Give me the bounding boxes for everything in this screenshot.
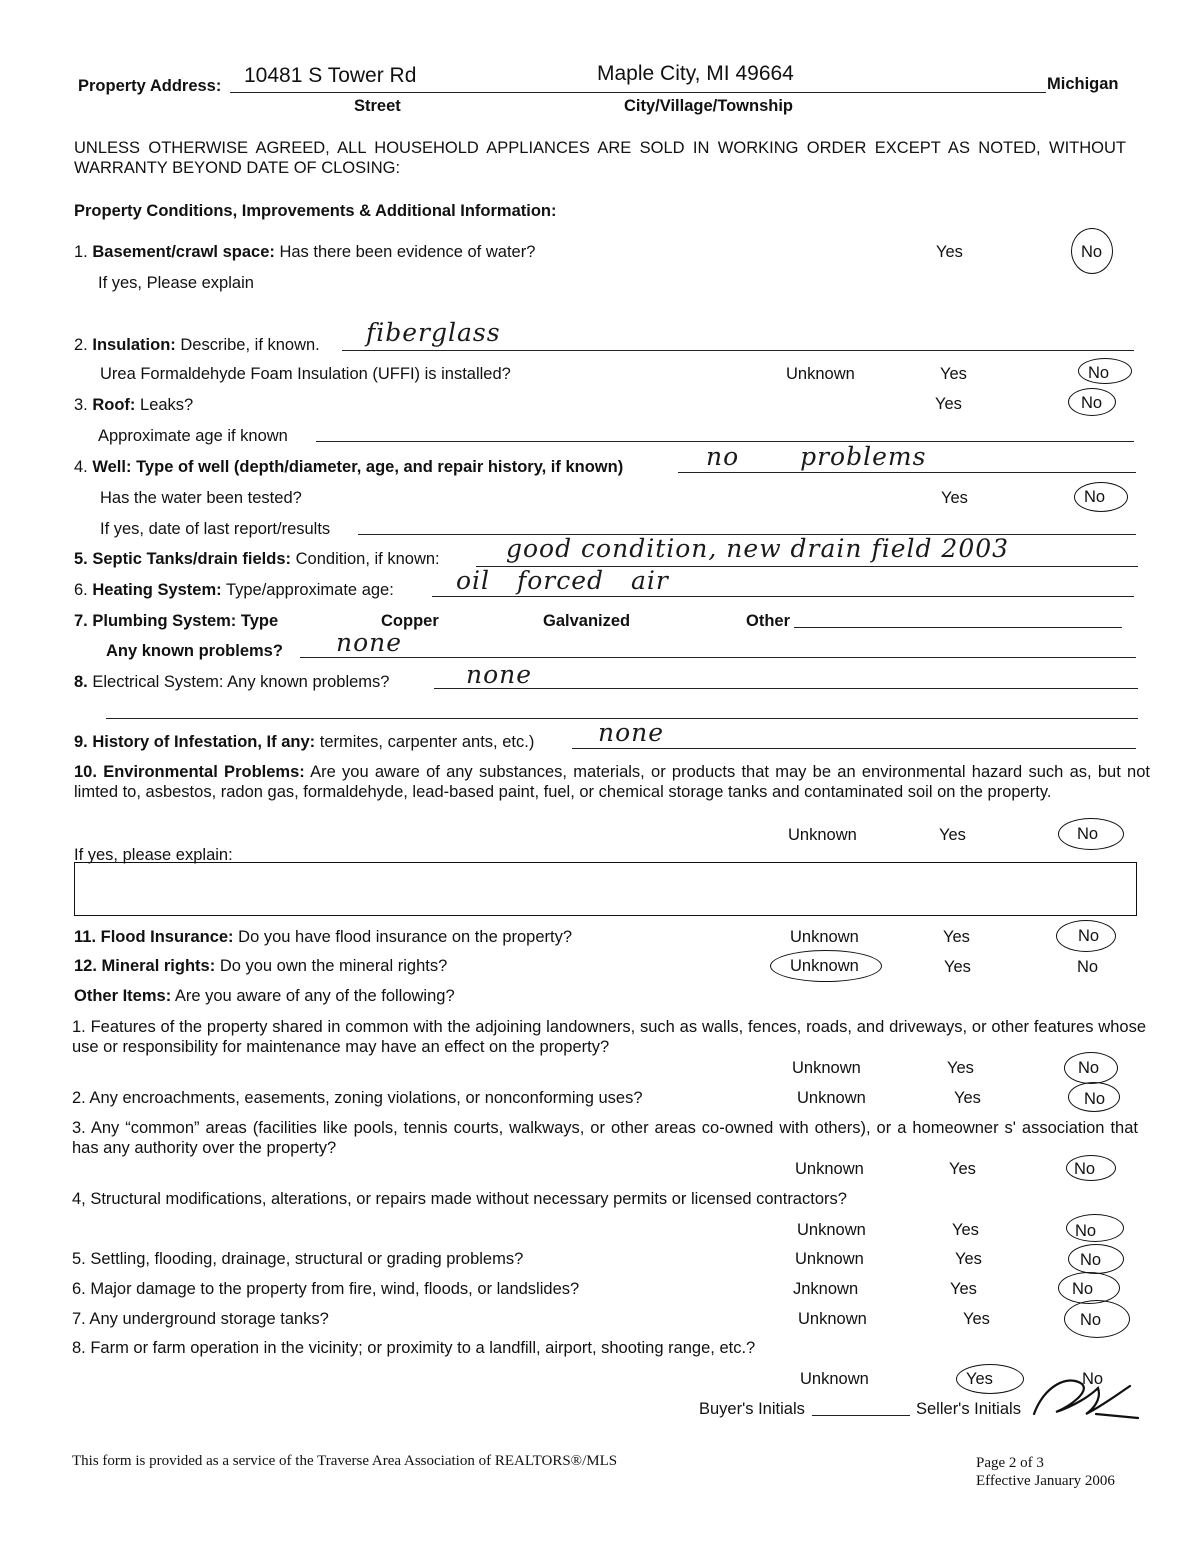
other-text: Are you aware of any of the following? bbox=[174, 987, 455, 1005]
q4-sub2: If yes, date of last report/results bbox=[100, 520, 331, 538]
q4-answer[interactable]: no problems bbox=[706, 442, 927, 471]
q1-num: 1. bbox=[74, 243, 88, 261]
o7-unknown[interactable]: Unknown bbox=[798, 1310, 867, 1328]
q4-num: 4. bbox=[74, 458, 88, 476]
q10-no[interactable]: No bbox=[1077, 825, 1099, 843]
q2-text: Describe, if known. bbox=[180, 336, 320, 354]
q8-answer[interactable]: none bbox=[466, 660, 533, 689]
o3-unknown[interactable]: Unknown bbox=[795, 1160, 864, 1178]
q3-row bbox=[74, 395, 193, 415]
q2-row bbox=[74, 335, 320, 355]
q10-sub: If yes, please explain: bbox=[74, 846, 233, 864]
q12-yes[interactable]: Yes bbox=[944, 958, 971, 976]
q9-num: 9. bbox=[74, 733, 88, 751]
q7-other[interactable]: Other bbox=[746, 612, 791, 630]
o8-unknown[interactable]: Unknown bbox=[800, 1370, 869, 1388]
q7-other-line bbox=[794, 627, 1122, 628]
o8-text: 8. Farm or farm operation in the vicinity; or proximity to a landfill, airport, shooting range, etc.? bbox=[72, 1339, 756, 1357]
q3-text: Leaks? bbox=[140, 396, 194, 414]
street-caption: Street bbox=[354, 97, 401, 115]
q4-yes[interactable]: Yes bbox=[941, 489, 968, 507]
o4-no-circle bbox=[1066, 1214, 1124, 1242]
q12-no[interactable]: No bbox=[1077, 958, 1099, 976]
q7-answer[interactable]: none bbox=[336, 628, 403, 657]
q10-num: 10. bbox=[74, 763, 97, 781]
q4-text: Type of well (depth/diameter, age, and repair history, if known) bbox=[136, 458, 624, 476]
q9-text: termites, carpenter ants, etc.) bbox=[319, 733, 535, 751]
o8-yes-circle bbox=[956, 1364, 1024, 1394]
q6-answer[interactable]: oil forced air bbox=[456, 566, 669, 595]
q12-unknown-circle bbox=[770, 950, 882, 982]
o8-yes[interactable]: Yes bbox=[966, 1370, 993, 1388]
address-label: Property Address: bbox=[78, 77, 222, 95]
q3-no-circle bbox=[1068, 388, 1116, 416]
q2-line bbox=[342, 350, 1134, 351]
q5-text: Condition, if known: bbox=[295, 550, 440, 568]
footer-effective: Effective January 2006 bbox=[976, 1473, 1115, 1489]
o3-no[interactable]: No bbox=[1074, 1160, 1096, 1178]
signature-stroke bbox=[1034, 1381, 1138, 1418]
q9-line bbox=[572, 748, 1136, 749]
o1-text: 1. Features of the property shared in common with the adjoining landowners, such as walls, fences, roads, and driveways, or other features whose use or responsibility for maintenance may have an effect on the property? bbox=[72, 1018, 1146, 1056]
o6-unknown[interactable]: Jnknown bbox=[793, 1280, 859, 1298]
o3-yes[interactable]: Yes bbox=[949, 1160, 976, 1178]
q11-unknown[interactable]: Unknown bbox=[790, 928, 859, 946]
q8-row bbox=[74, 672, 389, 692]
o8-no[interactable]: No bbox=[1082, 1370, 1104, 1388]
q2-answer[interactable]: fiberglass bbox=[366, 318, 501, 347]
q3-yes[interactable]: Yes bbox=[935, 395, 962, 413]
buyer-initials-label: Buyer's Initials bbox=[699, 1400, 805, 1418]
o6-text: 6. Major damage to the property from fire, wind, floods, or landslides? bbox=[72, 1280, 580, 1298]
q12-num: 12. bbox=[74, 957, 97, 975]
q9-label: History of Infestation, If any: bbox=[92, 733, 316, 751]
q11-no-circle bbox=[1056, 920, 1116, 952]
q4-no[interactable]: No bbox=[1084, 488, 1106, 506]
section-title: Property Conditions, Improvements & Additional Information: bbox=[74, 202, 557, 220]
o4-yes[interactable]: Yes bbox=[952, 1221, 979, 1239]
q8-num: 8. bbox=[74, 673, 88, 691]
o5-text: 5. Settling, flooding, drainage, structural or grading problems? bbox=[72, 1250, 524, 1268]
seller-initials-label: Seller's Initials bbox=[916, 1400, 1021, 1418]
city-value[interactable]: Maple City, MI 49664 bbox=[597, 62, 794, 85]
o2-text: 2. Any encroachments, easements, zoning violations, or nonconforming uses? bbox=[72, 1089, 643, 1107]
seller-initials-signature[interactable] bbox=[1026, 1366, 1142, 1424]
q6-num: 6. bbox=[74, 581, 88, 599]
q2-no[interactable]: No bbox=[1088, 364, 1110, 382]
q5-answer[interactable]: good condition, new drain field 2003 bbox=[506, 534, 1010, 563]
o4-no[interactable]: No bbox=[1075, 1222, 1097, 1240]
street-value[interactable]: 10481 S Tower Rd bbox=[244, 64, 417, 87]
q12-row bbox=[74, 956, 447, 976]
q10-yes[interactable]: Yes bbox=[939, 826, 966, 844]
q1-no[interactable]: No bbox=[1081, 243, 1103, 261]
q11-text: Do you have flood insurance on the property? bbox=[238, 928, 573, 946]
q2-no-circle bbox=[1078, 358, 1132, 384]
o2-no-circle bbox=[1068, 1082, 1120, 1112]
o5-no-circle bbox=[1068, 1244, 1124, 1274]
q1-row bbox=[74, 242, 535, 262]
q7-label: Plumbing System: Type bbox=[92, 612, 279, 630]
o6-no-circle bbox=[1058, 1272, 1120, 1304]
o7-no[interactable]: No bbox=[1080, 1311, 1102, 1329]
q12-text: Do you own the mineral rights? bbox=[219, 957, 448, 975]
q2-unknown[interactable]: Unknown bbox=[786, 365, 855, 383]
other-label: Other Items: bbox=[74, 987, 172, 1005]
q8-line bbox=[434, 688, 1138, 689]
q11-row bbox=[74, 927, 572, 947]
o3-no-circle bbox=[1066, 1155, 1116, 1181]
q6-text: Type/approximate age: bbox=[225, 581, 394, 599]
o5-no[interactable]: No bbox=[1080, 1251, 1102, 1269]
o3-text: 3. Any “common” areas (facilities like pools, tennis courts, walkways, or other areas co-owned with others), or a homeowner s' association that has any authority over the property? bbox=[72, 1119, 1138, 1157]
q1-no-circle bbox=[1071, 228, 1113, 274]
o1-unknown[interactable]: Unknown bbox=[792, 1059, 861, 1077]
q10-label: Environmental Problems: bbox=[103, 763, 305, 781]
buyer-initials-line[interactable] bbox=[812, 1415, 910, 1416]
o5-yes[interactable]: Yes bbox=[955, 1250, 982, 1268]
q5-row bbox=[74, 549, 440, 569]
q3-sub: Approximate age if known bbox=[98, 427, 288, 445]
q1-sub: If yes, Please explain bbox=[98, 274, 254, 292]
o6-yes[interactable]: Yes bbox=[950, 1280, 977, 1298]
o4-text: 4, Structural modifications, alterations, or repairs made without necessary permits or licensed contractors? bbox=[72, 1190, 847, 1208]
state-value: Michigan bbox=[1047, 75, 1119, 93]
address-underline bbox=[230, 92, 1046, 93]
o7-no-circle bbox=[1064, 1300, 1130, 1338]
city-caption: City/Village/Township bbox=[624, 97, 793, 115]
q7-copper[interactable]: Copper bbox=[381, 612, 439, 630]
q11-yes[interactable]: Yes bbox=[943, 928, 970, 946]
q10-unknown[interactable]: Unknown bbox=[788, 826, 857, 844]
q10-text: Are you aware of any substances, materials, or products that may be an environmental hazard such as, but not limted to, asbestos, radon gas, formaldehyde, lead-based paint, fuel, or chemical storage tanks and contaminated soil on the property. bbox=[74, 763, 1150, 801]
o1-no-circle bbox=[1064, 1052, 1118, 1084]
o2-no[interactable]: No bbox=[1084, 1090, 1106, 1108]
q3-no[interactable]: No bbox=[1081, 394, 1103, 412]
intro-text: UNLESS OTHERWISE AGREED, ALL HOUSEHOLD APPLIANCES ARE SOLD IN WORKING ORDER EXCEPT AS NOTED, WITHOUT WARRANTY BEYOND DATE OF CLOSING: bbox=[74, 139, 1126, 177]
q4-sub: Has the water been tested? bbox=[100, 489, 302, 507]
footer-page: Page 2 of 3 bbox=[976, 1455, 1044, 1471]
other-row bbox=[74, 986, 455, 1006]
q12-label: Mineral rights: bbox=[101, 957, 216, 975]
q1-label: Basement/crawl space: bbox=[92, 243, 275, 261]
footer-notice: This form is provided as a service of the Traverse Area Association of REALTORS®/MLS bbox=[72, 1453, 618, 1469]
q6-row bbox=[74, 580, 394, 600]
q11-no[interactable]: No bbox=[1078, 927, 1100, 945]
q4-no-circle bbox=[1074, 482, 1128, 512]
q5-num: 5. bbox=[74, 550, 88, 568]
q7-sub: Any known problems? bbox=[106, 642, 283, 660]
q11-num: 11. bbox=[74, 928, 97, 946]
q5-label: Septic Tanks/drain fields: bbox=[92, 550, 292, 568]
o1-no[interactable]: No bbox=[1078, 1059, 1100, 1077]
q11-label: Flood Insurance: bbox=[100, 928, 234, 946]
q10-block bbox=[74, 762, 1150, 802]
q6-line bbox=[432, 596, 1134, 597]
q3-label: Roof: bbox=[92, 396, 136, 414]
o2-unknown[interactable]: Unknown bbox=[797, 1089, 866, 1107]
q8-text: Electrical System: Any known problems? bbox=[92, 673, 390, 691]
q4-label: Well: bbox=[92, 458, 132, 476]
q9-answer[interactable]: none bbox=[598, 718, 665, 747]
q3-num: 3. bbox=[74, 396, 88, 414]
q12-unknown[interactable]: Unknown bbox=[790, 957, 859, 975]
q10-explain-box[interactable] bbox=[74, 862, 1137, 916]
q1-text: Has there been evidence of water? bbox=[279, 243, 536, 261]
o7-text: 7. Any underground storage tanks? bbox=[72, 1310, 329, 1328]
q9-row bbox=[74, 732, 534, 752]
q1-yes[interactable]: Yes bbox=[936, 243, 963, 261]
q10-no-circle bbox=[1058, 818, 1124, 850]
q2-yes[interactable]: Yes bbox=[940, 365, 967, 383]
q2-sub: Urea Formaldehyde Foam Insulation (UFFI) is installed? bbox=[100, 365, 511, 383]
q2-num: 2. bbox=[74, 336, 88, 354]
o5-unknown[interactable]: Unknown bbox=[795, 1250, 864, 1268]
o4-unknown[interactable]: Unknown bbox=[797, 1221, 866, 1239]
q7-galvanized[interactable]: Galvanized bbox=[543, 612, 631, 630]
o1-yes[interactable]: Yes bbox=[947, 1059, 974, 1077]
o2-yes[interactable]: Yes bbox=[954, 1089, 981, 1107]
q6-label: Heating System: bbox=[92, 581, 222, 599]
q2-label: Insulation: bbox=[92, 336, 176, 354]
q4-line bbox=[678, 472, 1136, 473]
q7-num: 7. bbox=[74, 612, 88, 630]
o7-yes[interactable]: Yes bbox=[963, 1310, 990, 1328]
o6-no[interactable]: No bbox=[1072, 1280, 1094, 1298]
q4-row bbox=[74, 457, 623, 477]
q7-row bbox=[74, 611, 278, 631]
q7-line bbox=[300, 657, 1136, 658]
